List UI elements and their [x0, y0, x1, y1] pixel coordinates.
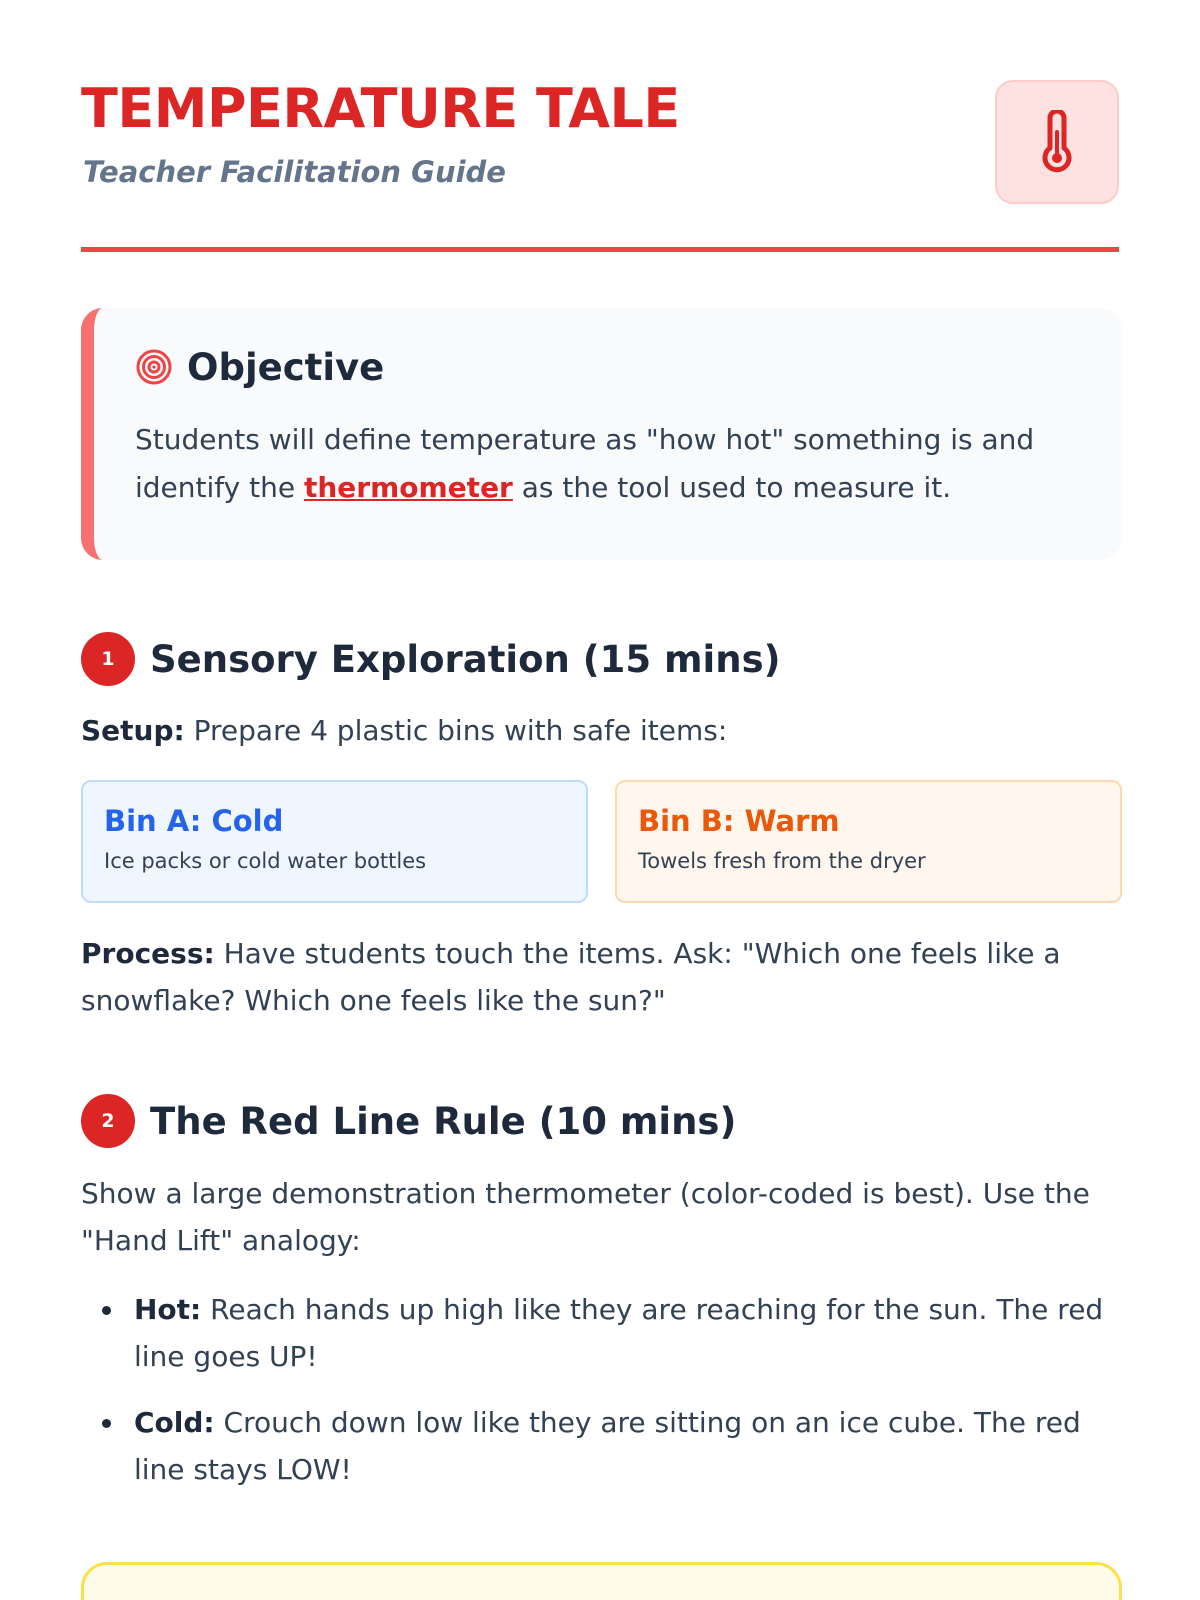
- objective-text-after: as the tool used to measure it.: [512, 471, 952, 504]
- hand-lift-list: [81, 1286, 1122, 1512]
- objective-text-before: Students will define temperature as "how hot" something is and identify the: [135, 423, 1035, 504]
- hot-text: Reach hands up high like they are reaching for the sun. The red line goes UP!: [134, 1293, 1104, 1373]
- objective-heading-label: Objective: [187, 345, 385, 389]
- bin-b-title: Bin B: Warm: [638, 804, 840, 838]
- thermometer-icon-box: [995, 80, 1119, 204]
- bin-b-description: Towels fresh from the dryer: [638, 848, 926, 873]
- page-title: TEMPERATURE TALE: [81, 77, 680, 140]
- cold-label: Cold:: [134, 1406, 215, 1439]
- list-item-hot: [81, 1286, 1122, 1380]
- process-label: Process:: [81, 937, 215, 970]
- process-paragraph: [81, 930, 1122, 1024]
- tip-callout-box: [81, 1562, 1122, 1600]
- thermometer-keyword: thermometer: [303, 471, 513, 504]
- header-divider: [81, 247, 1119, 252]
- section-1-number-badge: 1: [81, 632, 135, 686]
- setup-text: Prepare 4 plastic bins with safe items:: [184, 714, 728, 747]
- thermometer-icon: [1040, 110, 1074, 174]
- list-item-cold: [81, 1399, 1122, 1493]
- bin-b-card: [615, 780, 1122, 903]
- objective-text: [135, 416, 1082, 512]
- page-header: [81, 0, 1119, 252]
- section-2-title: The Red Line Rule (10 mins): [150, 1099, 737, 1143]
- section-2-heading: [81, 1094, 736, 1148]
- process-text: Have students touch the items. Ask: "Which one feels like a snowflake? Which one feels like the sun?": [81, 937, 1061, 1017]
- section-2-intro: Show a large demonstration thermometer (color-coded is best). Use the "Hand Lift" analogy:: [81, 1177, 1090, 1257]
- objective-heading: [135, 345, 1082, 389]
- bin-a-card: [81, 780, 588, 903]
- objective-card: [81, 308, 1122, 560]
- page-subtitle: Teacher Facilitation Guide: [83, 155, 506, 189]
- section-2-number-badge: 2: [81, 1094, 135, 1148]
- bin-a-title: Bin A: Cold: [104, 804, 284, 838]
- section-1-title: Sensory Exploration (15 mins): [150, 637, 781, 681]
- cold-text: Crouch down low like they are sitting on an ice cube. The red line stays LOW!: [134, 1406, 1081, 1486]
- setup-paragraph: [81, 707, 1122, 754]
- target-icon: [135, 348, 173, 386]
- hot-label: Hot:: [134, 1293, 202, 1326]
- bin-a-description: Ice packs or cold water bottles: [104, 848, 427, 873]
- setup-label: Setup:: [81, 714, 185, 747]
- section-1-heading: [81, 632, 781, 686]
